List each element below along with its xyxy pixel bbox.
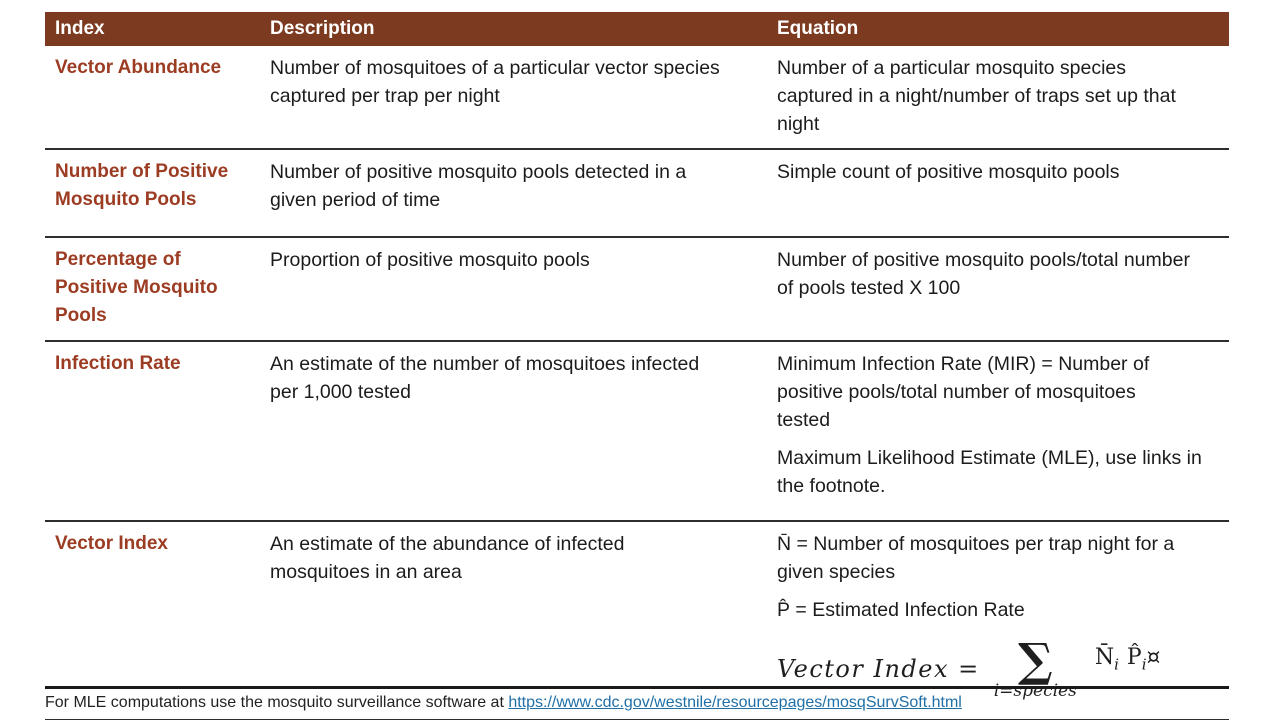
p-hat-term: P̂ [1126, 645, 1142, 670]
table-header-row [45, 12, 1229, 46]
footnote [45, 686, 1229, 712]
index-cell: Percentage of Positive Mosquito Pools [55, 249, 218, 326]
formula-rhs [1095, 644, 1161, 678]
column-header-equation: Equation [777, 18, 859, 39]
equation-cell: Simple count of positive mosquito pools [777, 161, 1120, 183]
table-row [45, 150, 1229, 238]
equation-cell: Number of a particular mosquito species captured in a night/number of traps set up that night [777, 57, 1176, 135]
description-cell: Number of mosquitoes of a particular vector species captured per trap per night [270, 57, 720, 107]
p-hat-definition: P̂ = Estimated Infection Rate [777, 599, 1025, 621]
description-cell: An estimate of the abundance of infected mosquitoes in an area [270, 533, 625, 583]
equation-cell: Number of positive mosquito pools/total number of pools tested X 100 [777, 249, 1190, 299]
n-bar-term: N̄ [1094, 645, 1115, 670]
description-cell: Proportion of positive mosquito pools [270, 249, 590, 271]
index-cell: Vector Abundance [55, 57, 222, 78]
table-row [45, 342, 1229, 522]
n-bar-definition: N̄ = Number of mosquitoes per trap night for a given species [777, 533, 1175, 583]
sigma-subscript: i=species [993, 681, 1077, 701]
index-cell: Number of Positive Mosquito Pools [55, 161, 229, 210]
index-cell: Vector Index [55, 533, 168, 554]
table-row [45, 238, 1229, 342]
column-header-index: Index [55, 18, 105, 39]
currency-artifact-glyph: ¤ [1146, 645, 1161, 670]
mle-equation-paragraph: Maximum Likelihood Estimate (MLE), use links in the footnote. [777, 447, 1202, 497]
index-cell: Infection Rate [55, 353, 181, 374]
description-cell: Number of positive mosquito pools detected in a given period of time [270, 161, 687, 211]
mosq-surv-soft-link[interactable]: https://www.cdc.gov/westnile/resourcepages/mosqSurvSoft.html [508, 694, 962, 711]
description-cell: An estimate of the number of mosquitoes infected per 1,000 tested [270, 353, 700, 403]
equation-cell [767, 342, 1229, 520]
footnote-text: For MLE computations use the mosquito surveillance software at [45, 694, 509, 711]
surveillance-indices-table [45, 12, 1229, 720]
table-row [45, 46, 1229, 150]
formula-lhs: Vector Index = [777, 655, 980, 683]
mir-equation-paragraph: Minimum Infection Rate (MIR) = Number of positive pools/total number of mosquitoes tested [777, 353, 1150, 431]
sigma-glyph: ∑ [1017, 633, 1053, 687]
p-subscript: i [1141, 655, 1147, 674]
n-subscript: i [1114, 655, 1119, 674]
column-header-description: Description [270, 18, 375, 39]
